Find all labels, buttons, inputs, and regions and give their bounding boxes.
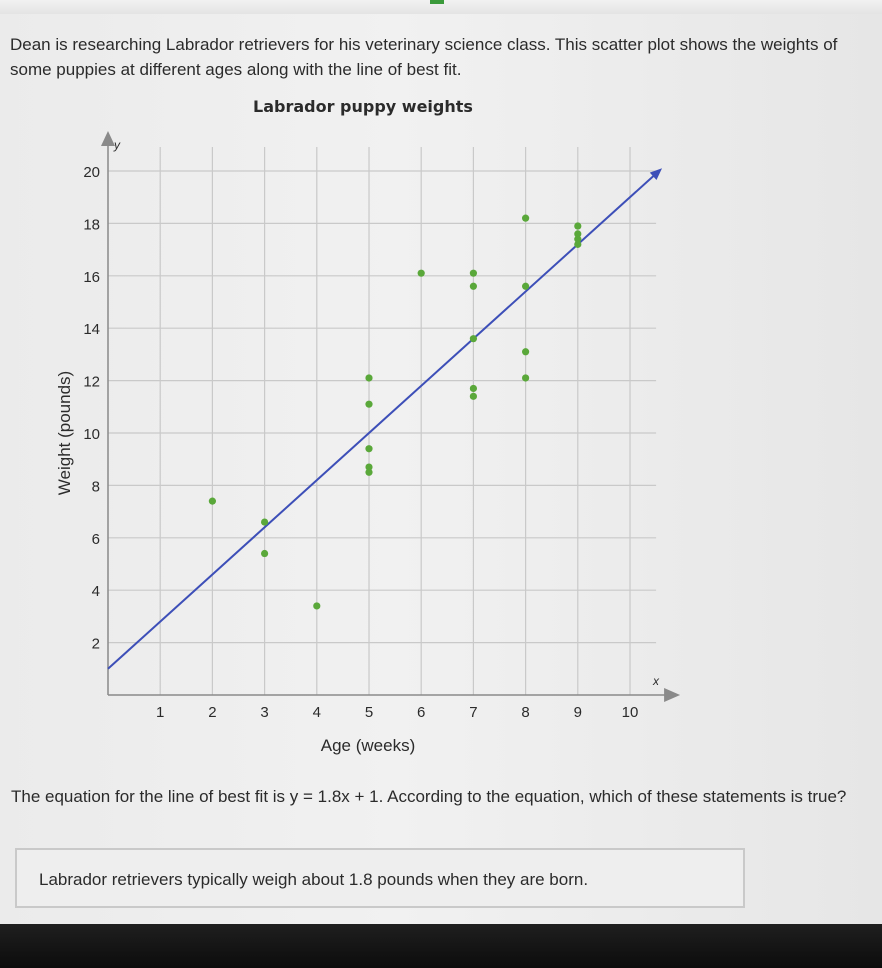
data-point: [365, 469, 372, 476]
x-tick-label: 2: [208, 704, 217, 721]
y-tick-label: 4: [91, 583, 100, 601]
data-point: [209, 498, 216, 505]
y-tick-label: 14: [83, 321, 100, 339]
x-tick-label: 6: [417, 704, 426, 721]
data-point: [365, 374, 372, 381]
data-point: [470, 283, 477, 290]
answer-choice-button[interactable]: [15, 848, 745, 908]
data-point: [261, 518, 268, 525]
y-tick-label: 2: [91, 635, 100, 653]
y-tick-label: 18: [83, 216, 100, 234]
y-tick-label: 16: [83, 268, 100, 286]
data-point: [522, 215, 529, 222]
x-tick-label: 8: [521, 704, 530, 721]
x-tick-label: 4: [312, 704, 321, 721]
x-tick-label: 10: [621, 704, 639, 721]
x-axis-label: Age (weeks): [320, 736, 416, 755]
data-point: [522, 348, 529, 355]
x-axis-variable: x: [653, 674, 659, 688]
bottom-bezel: [0, 924, 882, 968]
data-point: [470, 335, 477, 342]
data-point: [470, 270, 477, 277]
x-tick-label: 3: [260, 704, 269, 721]
axes: [101, 131, 680, 702]
y-axis-variable: y: [114, 138, 120, 152]
data-point: [365, 401, 372, 408]
y-tick-label: 10: [83, 426, 100, 443]
y-axis-label: Weight (pounds): [55, 370, 74, 496]
x-tick-label: 7: [469, 704, 478, 721]
data-point: [261, 550, 268, 557]
x-tick-label: 9: [573, 704, 582, 721]
data-point: [574, 241, 581, 248]
data-point: [418, 270, 425, 277]
data-point: [522, 374, 529, 381]
chart-title: Labrador puppy weights: [253, 97, 473, 116]
answer-choice-label: Labrador retrievers typically weigh about 1.8 pounds when they are born.: [39, 870, 589, 889]
question-text: The equation for the line of best fit is y = 1.8x + 1. According to the equation, which of these statements is true?: [11, 787, 847, 806]
y-tick-label: 20: [83, 164, 100, 181]
data-point: [365, 445, 372, 452]
data-point: [470, 385, 477, 392]
x-axis-arrow-icon: [664, 688, 680, 702]
data-point: [313, 602, 320, 609]
data-point: [522, 283, 529, 290]
y-axis-arrow-icon: [101, 131, 115, 146]
data-point: [470, 393, 477, 400]
x-tick-label: 1: [156, 704, 165, 721]
y-tick-label: 6: [91, 530, 100, 548]
data-point: [574, 222, 581, 229]
y-tick-label: 8: [91, 478, 100, 496]
y-tick-label: 12: [83, 373, 100, 391]
intro-text: Dean is researching Labrador retrievers for his veterinary science class. This scatter plot shows the weights of some puppies at different ages along with the line of best fit.: [10, 35, 838, 79]
x-tick-label: 5: [364, 704, 374, 721]
tick-labels: [83, 164, 638, 721]
best-fit-line: [108, 174, 656, 669]
